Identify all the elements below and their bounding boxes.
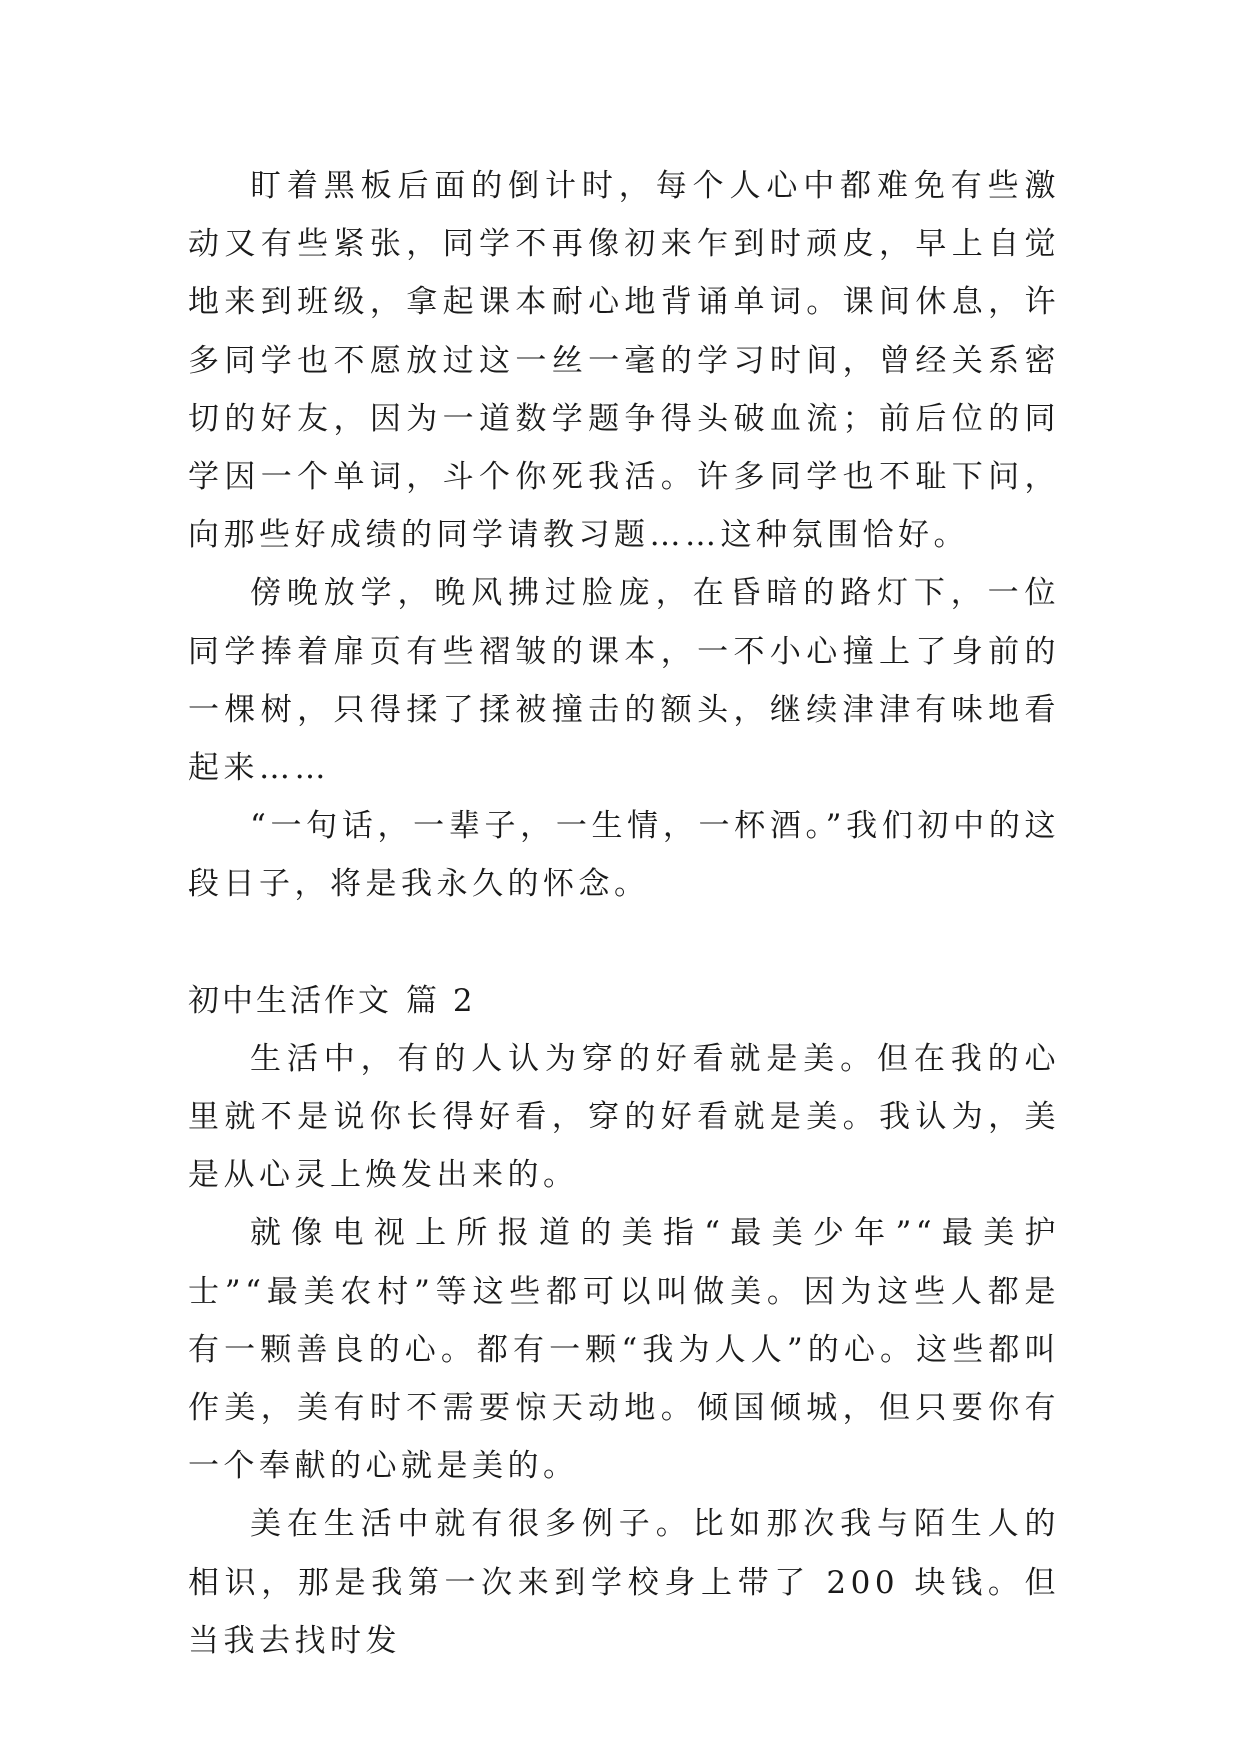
paragraph-beauty-intro: 生活中，有的人认为穿的好看就是美。但在我的心里就不是说你长得好看，穿的好看就是美。我认为，美是从心灵上焕发出来的。 <box>188 1040 1060 1194</box>
section-title: 初中生活作文 <box>188 982 392 1019</box>
section-heading <box>188 972 1060 1030</box>
section-number: 篇 2 <box>406 982 476 1019</box>
paragraph-beauty-story: 美在生活中就有很多例子。比如那次我与陌生人的相识，那是我第一次来到学校身上带了 200 块钱。但当我去找时发 <box>188 1506 1060 1659</box>
paragraph-countdown: 盯着黑板后面的倒计时，每个人心中都难免有些激动又有些紧张，同学不再像初来乍到时顽皮，早上自觉地来到班级，拿起课本耐心地背诵单词。课间休息，许多同学也不愿放过这一丝一毫的学习时间，曾经关系密切的好友，因为一道数学题争得头破血流；前后位的同学因一个单词，斗个你死我活。许多同学也不耻下问，向那些好成绩的同学请教习题……这种氛围恰好。 <box>188 168 1060 554</box>
document-body <box>188 157 1060 1670</box>
paragraph-beauty-examples: 就像电视上所报道的美指“最美少年”“最美护士”“最美农村”等这些都可以叫做美。因为这些人都是有一颗善良的心。都有一颗“我为人人”的心。这些都叫作美，美有时不需要惊天动地。倾国倾城，但只要你有一个奉献的心就是美的。 <box>188 1215 1060 1485</box>
paragraph-evening: 傍晚放学，晚风拂过脸庞，在昏暗的路灯下，一位同学捧着扉页有些褶皱的课本，一不小心撞上了身前的一棵树，只得揉了揉被撞击的额头，继续津津有味地看起来…… <box>188 575 1060 787</box>
paragraph-quote: “一句话，一辈子，一生情，一杯酒。”我们初中的这段日子，将是我永久的怀念。 <box>188 808 1060 903</box>
